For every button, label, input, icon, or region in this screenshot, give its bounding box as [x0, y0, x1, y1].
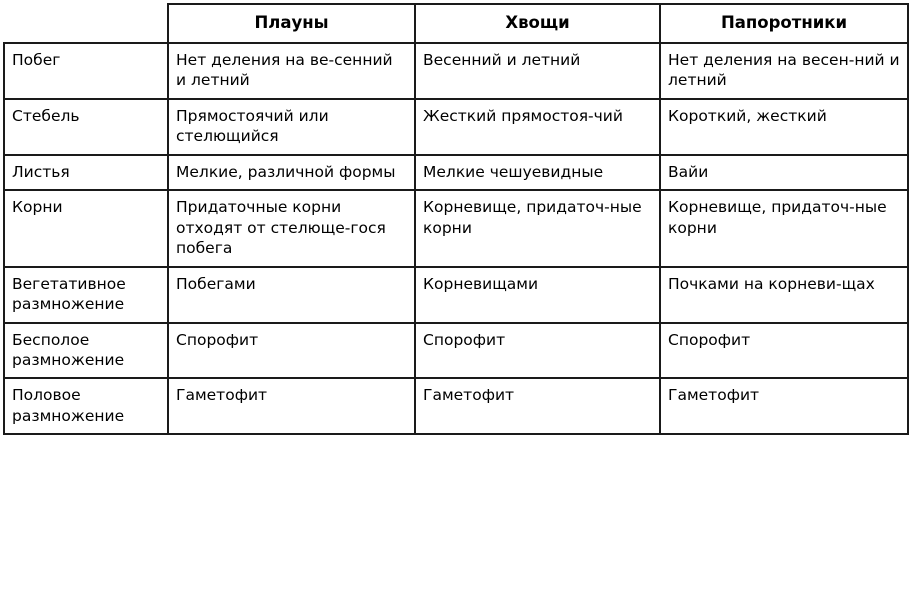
cell-ferns: Корневище, придаточ-ные корни: [660, 190, 908, 266]
cell-horsetails: Корневище, придаточ-ные корни: [415, 190, 660, 266]
cell-horsetails: Весенний и летний: [415, 43, 660, 99]
header-cell-lycopods: Плауны: [168, 4, 415, 43]
row-label: Вегетативное размножение: [4, 267, 168, 323]
row-label: Стебель: [4, 99, 168, 155]
table-row: [4, 43, 908, 99]
cell-lycopods: Мелкие, различной формы: [168, 155, 415, 190]
cell-lycopods: Нет деления на ве-сенний и летний: [168, 43, 415, 99]
cell-ferns: Нет деления на весен-ний и летний: [660, 43, 908, 99]
cell-lycopods: Спорофит: [168, 323, 415, 379]
header-row: [4, 4, 908, 43]
document-page: [0, 3, 910, 599]
row-label: Половое размножение: [4, 378, 168, 434]
cell-ferns: Гаметофит: [660, 378, 908, 434]
cell-lycopods: Побегами: [168, 267, 415, 323]
cell-horsetails: Жесткий прямостоя-чий: [415, 99, 660, 155]
header-cell-horsetails: Хвощи: [415, 4, 660, 43]
header-cell-corner: [4, 4, 168, 43]
row-label: Листья: [4, 155, 168, 190]
row-label: Побег: [4, 43, 168, 99]
table-row: [4, 190, 908, 266]
cell-horsetails: Гаметофит: [415, 378, 660, 434]
cell-lycopods: Гаметофит: [168, 378, 415, 434]
row-label: Корни: [4, 190, 168, 266]
cell-ferns: Спорофит: [660, 323, 908, 379]
cell-ferns: Вайи: [660, 155, 908, 190]
table-row: [4, 99, 908, 155]
cell-ferns: Почками на корневи-щах: [660, 267, 908, 323]
cell-lycopods: Прямостоячий или стелющийся: [168, 99, 415, 155]
comparison-table: [3, 3, 909, 435]
cell-horsetails: Корневищами: [415, 267, 660, 323]
row-label: Бесполое размножение: [4, 323, 168, 379]
table-row: [4, 155, 908, 190]
table-row: [4, 267, 908, 323]
cell-horsetails: Мелкие чешуевидные: [415, 155, 660, 190]
table-row: [4, 323, 908, 379]
table-body: [4, 43, 908, 434]
table-header: [4, 4, 908, 43]
cell-lycopods: Придаточные корни отходят от стелюще-гося побега: [168, 190, 415, 266]
cell-horsetails: Спорофит: [415, 323, 660, 379]
header-cell-ferns: Папоротники: [660, 4, 908, 43]
table-row: [4, 378, 908, 434]
cell-ferns: Короткий, жесткий: [660, 99, 908, 155]
